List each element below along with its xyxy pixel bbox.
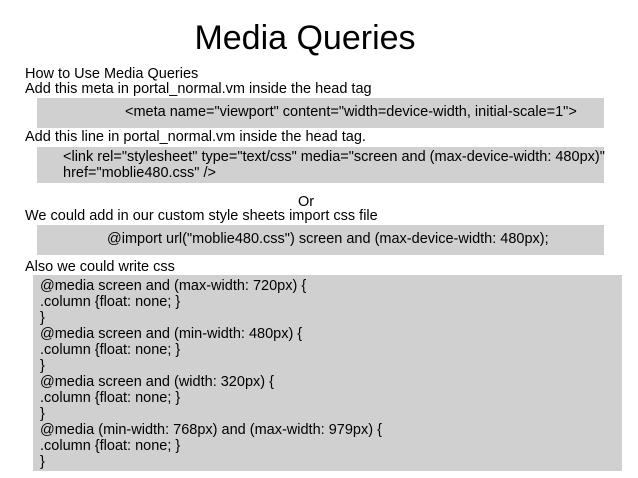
import-instruction: We could add in our custom style sheets import css file [25,208,378,224]
css-code-line: @media (min-width: 768px) and (max-width: 979px) { [40,422,382,438]
link-code-box [37,147,604,183]
import-code-box [37,225,604,255]
or-separator: Or [298,194,315,210]
css-code-line: @media screen and (min-width: 480px) { [40,326,303,342]
css-code-box [33,275,622,471]
css-code-line: .column {float: none; } [40,390,181,406]
css-code-line: } [40,358,45,374]
meta-code: <meta name="viewport" content="width=device-width, initial-scale=1"> [125,104,577,120]
css-instruction: Also we could write css [25,259,175,275]
css-code-line: .column {float: none; } [40,294,181,310]
css-code-line: .column {float: none; } [40,438,181,454]
link-code-line-2: href="moblie480.css" /> [63,165,216,181]
slide-title: Media Queries [194,19,416,57]
meta-code-box [37,98,604,128]
link-code-line-1: <link rel="stylesheet" type="text/css" media="screen and (max-device-width: 480px)" [63,149,605,165]
link-instruction: Add this line in portal_normal.vm inside the head tag. [25,129,366,145]
meta-instruction: Add this meta in portal_normal.vm inside the head tag [25,81,372,97]
how-to-heading: How to Use Media Queries [25,66,199,82]
css-code-line: @media screen and (width: 320px) { [40,374,274,390]
css-code-line: } [40,454,45,470]
import-code: @import url("moblie480.css") screen and (max-device-width: 480px); [107,231,549,247]
css-code-line: } [40,310,45,326]
css-code-line: } [40,406,45,422]
css-code-line: @media screen and (max-width: 720px) { [40,278,307,294]
css-code-line: .column {float: none; } [40,342,181,358]
